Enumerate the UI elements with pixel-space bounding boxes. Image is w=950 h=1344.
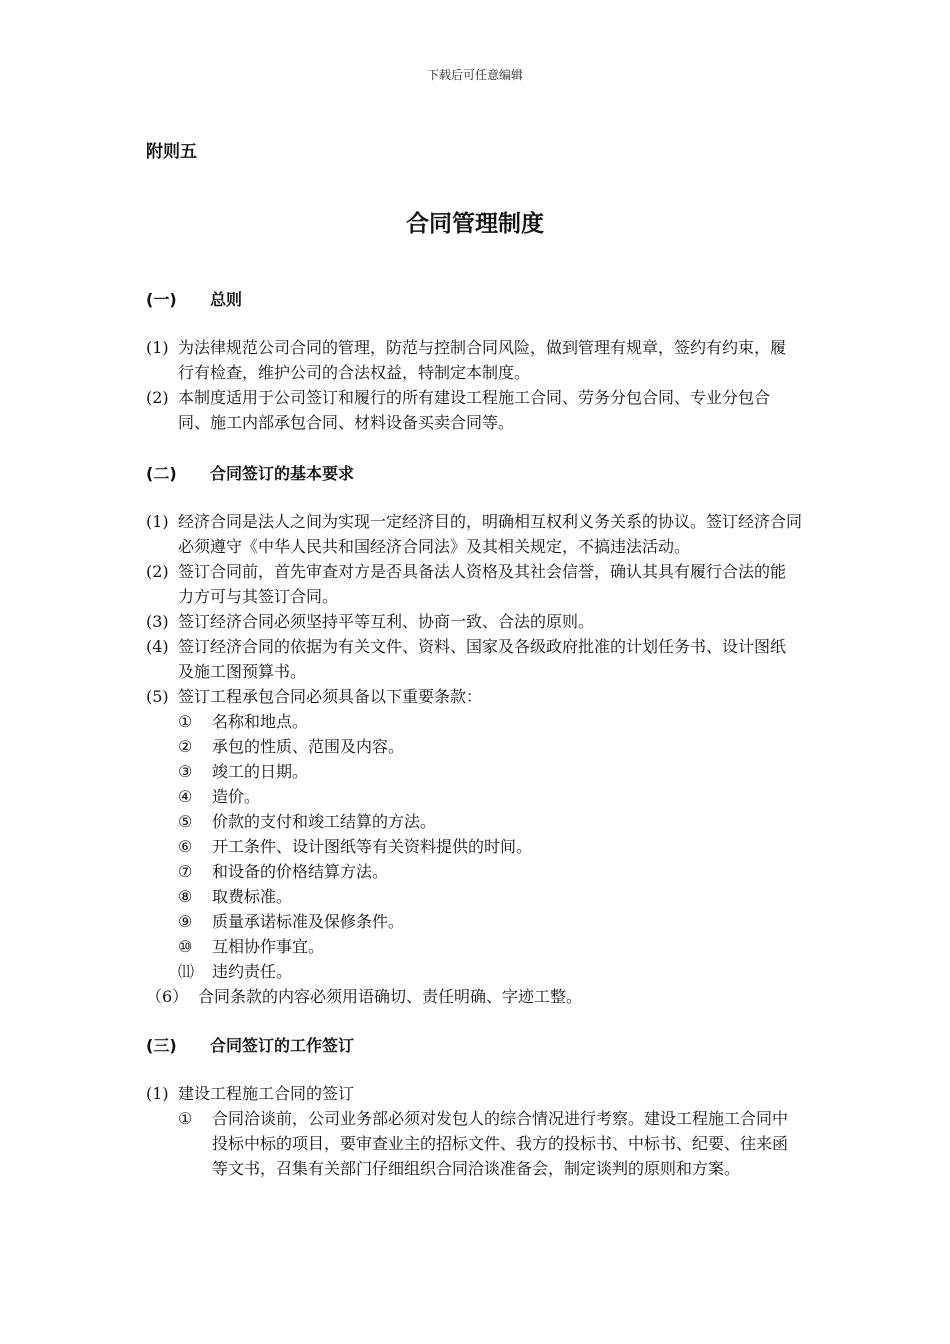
sub-item [146,909,811,934]
list-item [146,984,811,1009]
sub-item-marker: ⑥ [178,837,193,856]
sub-item-text: 质量承诺标准及保修条件。 [212,912,405,931]
sub-item [146,959,811,984]
sub-item-text: 竣工的日期。 [212,762,309,781]
sub-item [146,934,811,959]
sub-item-marker: ⑨ [178,912,193,931]
item-text: 签订工程承包合同必须具备以下重要条款： [178,687,483,706]
section-heading-1 [146,287,242,310]
item-text: 签订经济合同的依据为有关文件、资料、国家及各级政府批准的计划任务书、设计图纸及施工图预算书。 [178,637,787,681]
document-title: 合同管理制度 [406,211,544,237]
section-number: (三) [146,1036,177,1055]
sub-item [146,884,811,909]
page-header: 下载后可任意编辑 [426,68,523,82]
list-item [146,509,811,559]
item-marker: (4) [146,637,169,656]
item-text: 签订合同前，首先审查对方是否具备法人资格及其社会信誉，确认其具有履行合法的能力方可与其签订合同。 [178,562,787,606]
list-item [146,684,811,709]
section-heading-3 [146,1033,354,1056]
item-marker: （6） [146,987,189,1006]
item-marker: (2) [146,562,169,581]
sub-item [146,784,811,809]
section-title: 合同签订的基本要求 [210,464,355,483]
sub-item-text: 造价。 [212,787,261,806]
sub-item-text: 违约责任。 [212,962,293,981]
item-marker: (1) [146,512,169,531]
item-marker: (1) [146,1084,169,1103]
list-item [146,559,796,609]
section-title: 总则 [210,290,243,309]
item-text: 签订经济合同必须坚持平等互利、协商一致、合法的原则。 [178,612,595,631]
list-item [146,1081,806,1106]
sub-item-marker: ⑦ [178,862,193,881]
sub-item-text: 合同洽谈前，公司业务部必须对发包人的综合情况进行考察。建设工程施工合同中投标中标的项目，要审查业主的招标文件、我方的投标书、中标书、纪要、往来函等文书，召集有关部门仔细组织合同洽谈准备会，制定谈判的原则和方案。 [212,1109,789,1178]
sub-item [146,809,811,834]
sub-item [146,734,811,759]
sub-item-text: 开工条件、设计图纸等有关资料提供的时间。 [212,837,533,856]
sub-item-marker: ⑤ [178,812,193,831]
list-item [146,385,796,435]
section-number: (一) [146,290,177,309]
sub-item [146,834,811,859]
section-heading-2 [146,461,354,484]
sub-item-marker: ⑾ [178,962,195,981]
list-item [146,634,796,684]
section-1-body [146,335,796,435]
item-text: 为法律规范公司合同的管理，防范与控制合同风险，做到管理有规章，签约有约束，履行有检查，维护公司的合法权益，特制定本制度。 [178,338,787,382]
section-3-body [146,1081,806,1181]
item-marker: (2) [146,388,169,407]
sub-item-marker: ⑧ [178,887,193,906]
item-text: 经济合同是法人之间为实现一定经济目的，明确相互权利义务关系的协议。签订经济合同必须遵守《中华人民共和国经济合同法》及其相关规定，不搞违法活动。 [178,512,803,556]
sub-item-marker: ① [178,1109,193,1128]
sub-item [146,859,811,884]
sub-item-text: 互相协作事宜。 [212,937,325,956]
annex-label: 附则五 [146,142,197,162]
sub-item-text: 价款的支付和竣工结算的方法。 [212,812,437,831]
sub-item-text: 和设备的价格结算方法。 [212,862,389,881]
list-item [146,609,811,634]
sub-item-marker: ② [178,737,193,756]
sub-item [146,759,811,784]
sub-item-text: 承包的性质、范围及内容。 [212,737,405,756]
section-title: 合同签订的工作签订 [210,1036,355,1055]
sub-item [146,709,811,734]
item-marker: (1) [146,338,169,357]
sub-item [146,1106,792,1181]
sub-item-marker: ④ [178,787,193,806]
sub-item-marker: ③ [178,762,193,781]
section-2-body [146,509,811,1009]
sub-item-text: 取费标准。 [212,887,293,906]
item-text: 本制度适用于公司签订和履行的所有建设工程施工合同、劳务分包合同、专业分包合同、施工内部承包合同、材料设备买卖合同等。 [178,388,771,432]
sub-item-marker: ① [178,712,193,731]
sub-item-text: 名称和地点。 [212,712,309,731]
section-number: (二) [146,464,177,483]
sub-item-marker: ⑩ [178,937,193,956]
item-marker: (5) [146,687,169,706]
list-item [146,335,796,385]
item-text: 合同条款的内容必须用语确切、责任明确、字迹工整。 [198,987,583,1006]
item-text: 建设工程施工合同的签订 [178,1084,355,1103]
item-marker: (3) [146,612,169,631]
